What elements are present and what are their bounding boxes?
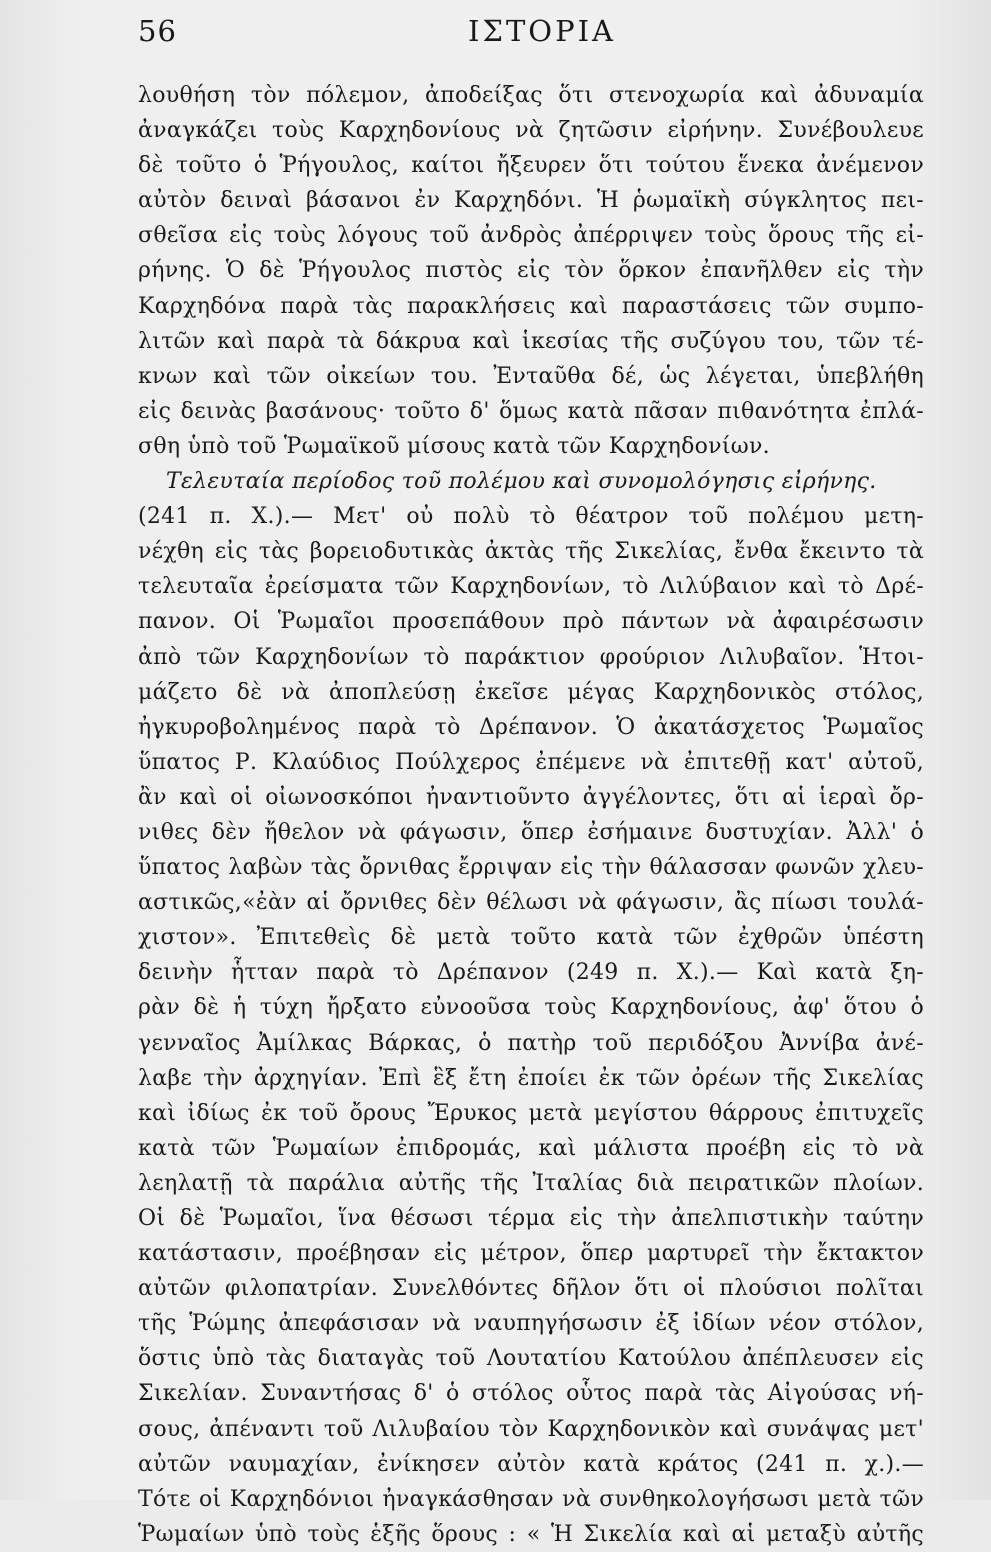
text-line: αὐτὸν δειναὶ βάσανοι ἐν Καρχηδόνι. Ἡ ῥωμαϊκὴ σύγκλητος πει- [138,188,924,214]
text-line: ἂν καὶ οἱ οἰωνοσκόποι ἠναντιοῦντο ἀγγέλοντες, ὅτι αἱ ἱεραὶ ὄρ- [138,784,924,810]
text-line: κατὰ τῶν Ῥωμαίων ἐπιδρομάς, καὶ μάλιστα προέβη εἰς τὸ νὰ [138,1135,924,1161]
text-line: μάζετο δὲ νὰ ἀποπλεύσῃ ἐκεῖσε μέγας Καρχηδονικὸς στόλος, [138,679,924,705]
text-line: δὲ τοῦτο ὁ Ῥήγουλος, καίτοι ἤξευρεν ὅτι τούτου ἕνεκα ἀνέμενον [138,153,924,179]
text-line: σθεῖσα εἰς τοὺς λόγους τοῦ ἀνδρὸς ἀπέρριψεν τοὺς ὅρους τῆς εἰ- [138,223,924,249]
page-header [138,14,951,54]
text-line: αὐτῶν φιλοπατρίαν. Συνελθόντες δῆλον ὅτι οἱ πλούσιοι πολῖται [138,1276,924,1302]
text-line: σους, ἀπέναντι τοῦ Λιλυβαίου τὸν Καρχηδονικὸν καὶ συνάψας μετ' [138,1416,924,1442]
text-line: ἀπὸ τῶν Καρχηδονίων τὸ παράκτιον φρούριον Λιλυβαῖον. Ἡτοι- [138,644,924,670]
text-line: ἠγκυροβολημένος παρὰ τὸ Δρέπανον. Ὁ ἀκατάσχετος Ῥωμαῖος [138,714,924,740]
text-line: λαβε τὴν ἀρχηγίαν. Ἐπὶ ἓξ ἔτη ἐποίει ἐκ τῶν ὀρέων τῆς Σικελίας [138,1065,924,1091]
text-line: κατάστασιν, προέβησαν εἰς μέτρον, ὅπερ μαρτυρεῖ τὴν ἔκτακτον [138,1241,924,1267]
text-line: κνων καὶ τῶν οἰκείων του. Ἐνταῦθα δέ, ὡς λέγεται, ὑπεβλήθη [138,363,924,389]
text-line: χιστον». Ἐπιτεθεὶς δὲ μετὰ τοῦτο κατὰ τῶν ἐχθρῶν ὑπέστη [138,925,924,951]
text-line: εἰς δεινὰς βασάνους· τοῦτο δ' ὅμως κατὰ πᾶσαν πιθανότητα ἐπλά- [138,398,924,424]
text-line: ρὰν δὲ ἡ τύχη ἤρξατο εὐνοοῦσα τοὺς Καρχηδονίους, ἀφ' ὅτου ὁ [138,995,924,1021]
text-line: ὕπατος Ρ. Κλαύδιος Πούλχερος ἐπέμενε νὰ ἐπιτεθῇ κατ' αὐτοῦ, [138,749,924,775]
text-line: τῆς Ῥώμης ἀπεφάσισαν νὰ ναυπηγήσωσιν ἐξ ἰδίων νέον στόλον, [138,1311,924,1337]
text-line: αὐτῶν ναυμαχίαν, ἐνίκησεν αὐτὸν κατὰ κράτος (241 π. χ.).— [138,1451,924,1477]
text-line: Τότε οἱ Καρχηδόνιοι ἠναγκάσθησαν νὰ συνθηκολογήσωσι μετὰ τῶν [138,1486,924,1512]
text-line: (241 π. Χ.).— Μετ' οὐ πολὺ τὸ θέατρον τοῦ πολέμου μετη- [138,504,924,530]
text-line: τελευταῖα ἐρείσματα τῶν Καρχηδονίων, τὸ Λιλύβαιον καὶ τὸ Δρέ- [138,574,924,600]
text-line: νέχθη εἰς τὰς βορειοδυτικὰς ἀκτὰς τῆς Σικελίας, ἔνθα ἔκειντο τὰ [138,539,924,565]
text-line: πανον. Οἱ Ῥωμαῖοι προσεπάθουν πρὸ πάντων νὰ ἀφαιρέσωσιν [138,609,924,635]
text-line: λεηλατῇ τὰ παράλια αὐτῆς τῆς Ἰταλίας διὰ πειρατικῶν πλοίων. [138,1170,924,1196]
text-line: λιτῶν καὶ παρὰ τὰ δάκρυα καὶ ἱκεσίας τῆς συζύγου του, τῶν τέ- [138,328,924,354]
section-heading: Τελευταία περίοδος τοῦ πολέμου καὶ συνομολόγησις εἰρήνης. [166,469,877,495]
text-line: Οἱ δὲ Ῥωμαῖοι, ἵνα θέσωσι τέρμα εἰς τὴν ἀπελπιστικὴν ταύτην [138,1206,924,1231]
text-line: ἀναγκάζει τοὺς Καρχηδονίους νὰ ζητῶσιν εἰρήνην. Συνέβουλευε [138,118,924,144]
text-line: Σικελίαν. Συναντήσας δ' ὁ στόλος οὗτος παρὰ τὰς Αἰγούσας νή- [138,1381,924,1407]
text-line: ὕπατος λαβὼν τὰς ὄρνιθας ἔρριψαν εἰς τὴν θάλασσαν φωνῶν χλευ- [138,855,924,881]
body-text [138,78,924,1552]
text-line: καὶ ἰδίως ἐκ τοῦ ὄρους Ἔρυκος μετὰ μεγίστου θάρρους ἐπιτυχεῖς [138,1100,924,1126]
text-line: αστικῶς,«ἐὰν αἱ ὄρνιθες δὲν θέλωσι νὰ φάγωσιν, ἂς πίωσι τουλά- [138,890,924,916]
text-line: δεινὴν ἧτταν παρὰ τὸ Δρέπανον (249 π. Χ.).— Καὶ κατὰ ξη- [138,960,924,986]
text-line: Καρχηδόνα παρὰ τὰς παρακλήσεις καὶ παραστάσεις τῶν συμπο- [138,293,924,319]
text-line: ρήνης. Ὁ δὲ Ῥήγουλος πιστὸς εἰς τὸν ὅρκον ἐπανῆλθεν εἰς τὴν [138,258,924,284]
running-title: ΙΣΤΟΡΙΑ [468,14,616,48]
text-line: σθη ὑπὸ τοῦ Ῥωμαϊκοῦ μίσους κατὰ τῶν Καρχηδονίων. [138,433,770,459]
text-line: γενναῖος Ἀμίλκας Βάρκας, ὁ πατὴρ τοῦ περιδόξου Ἀννίβα ἀνέ- [138,1030,924,1056]
text-line: νιθες δὲν ἤθελον νὰ φάγωσιν, ὅπερ ἐσήμαινε δυστυχίαν. Ἀλλ' ὁ [138,819,924,845]
text-line: λουθήση τὸν πόλεμον, ἀποδείξας ὅτι στενοχωρία καὶ ἀδυναμία [138,83,924,108]
text-line: Ῥωμαίων ὑπὸ τοὺς ἑξῆς ὅρους : « Ἡ Σικελία καὶ αἱ μεταξὺ αὐτῆς [138,1521,924,1547]
text-line: ὅστις ὑπὸ τὰς διαταγὰς τοῦ Λουτατίου Κατούλου ἀπέπλευσεν εἰς [138,1346,924,1372]
page-number: 56 [138,14,177,48]
